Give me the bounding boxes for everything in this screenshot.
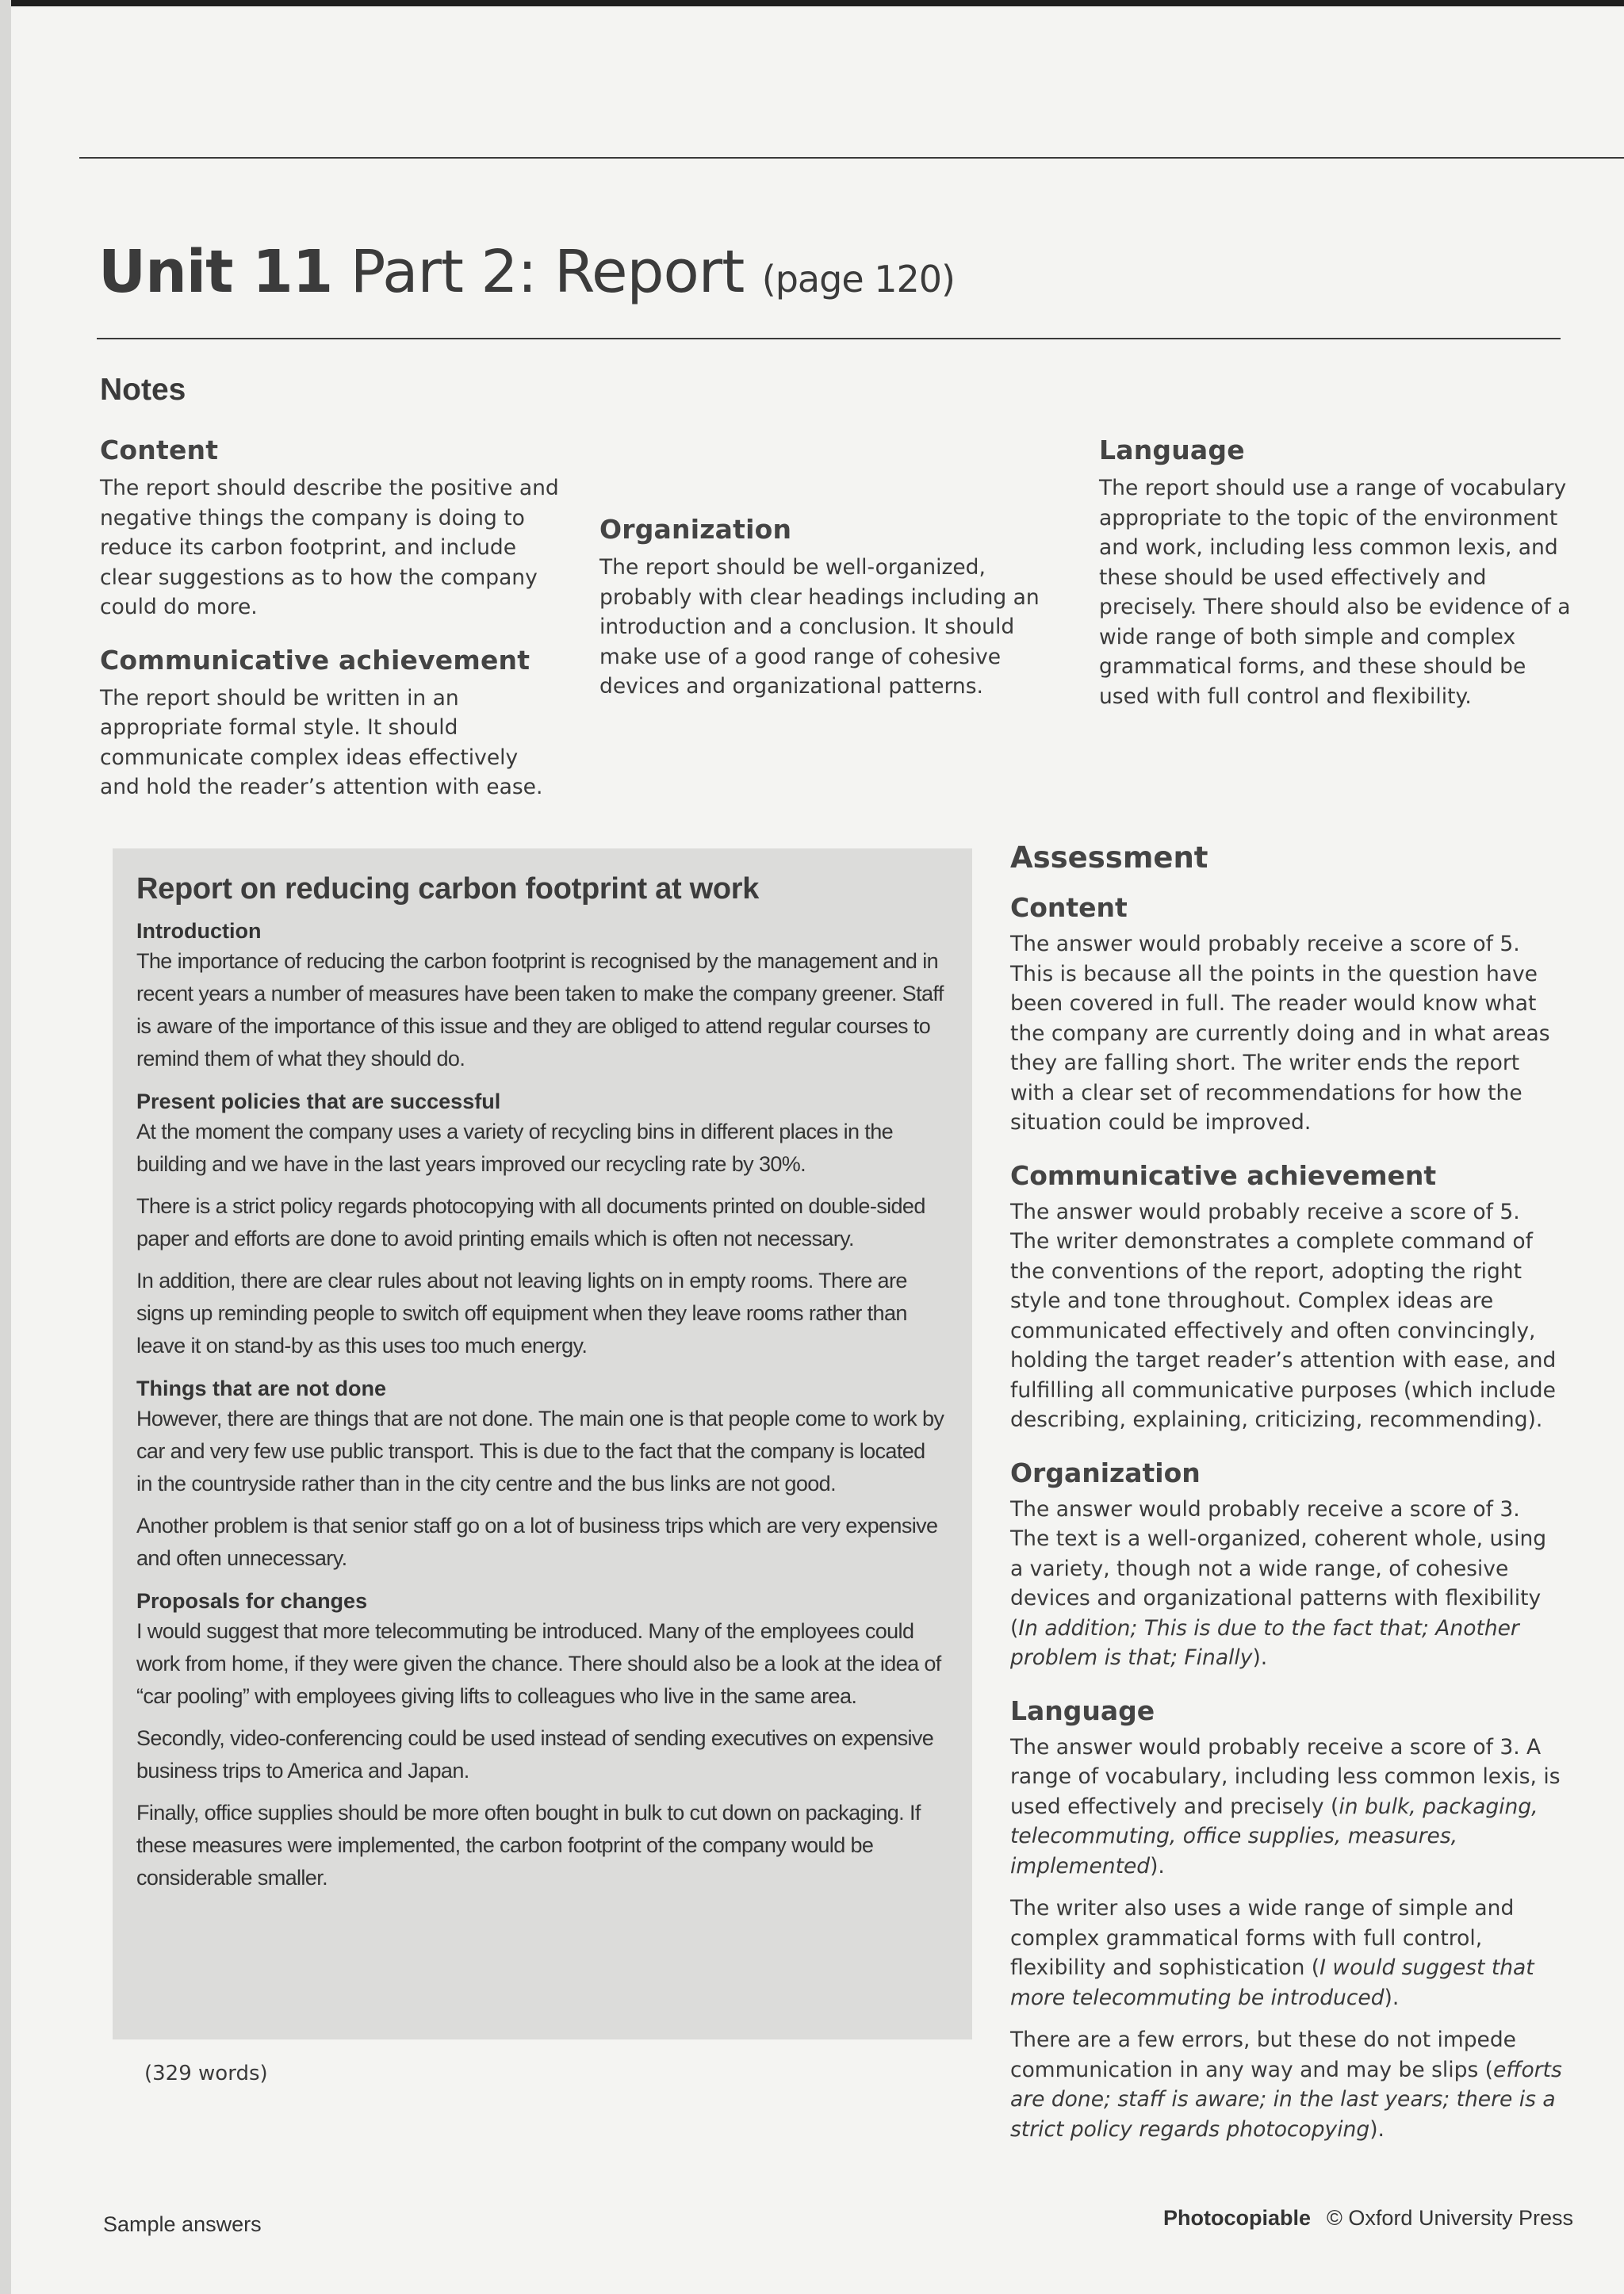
report-section-not-done [136, 1377, 945, 1575]
report-paragraph: I would suggest that more telecommuting be introduced. Many of the employees could work from home, if they were given the chance. There should also be a look at the idea of “car pooling” with employees giving lifts to colleagues who live in the same area. [136, 1619, 941, 1708]
assessment-organization [1010, 1457, 1565, 1673]
report-section-introduction [136, 919, 945, 1075]
assessment-language-text-1: The answer would probably receive a score of 3. A range of vocabulary, including less common lexis, is used effectively and precisely (in bulk, packaging, telecommuting, office supplies, measures, implemented). [1010, 1734, 1561, 1878]
report-paragraph: At the moment the company uses a variety of recycling bins in different places in the building and we have in the last years improved our recycling rate by 30%. [136, 1120, 894, 1176]
notes-column-2 [599, 433, 1067, 724]
publisher-label: © Oxford University Press [1327, 2206, 1573, 2230]
notes-content-title: Content [100, 435, 219, 465]
word-count: (329 words) [144, 2062, 268, 2085]
assessment-heading: Assessment [1010, 841, 1208, 875]
assessment-column [1010, 841, 1565, 2166]
report-section-heading: Introduction [136, 919, 262, 943]
assessment-content [1010, 892, 1565, 1138]
report-paragraph: In addition, there are clear rules about not leaving lights on in empty rooms. There are signs up reminding people to switch off equipment when they leave rooms rather than leave it on stand-by as this uses too much energy. [136, 1269, 907, 1358]
assessment-content-title: Content [1010, 892, 1128, 923]
scan-edge-left [0, 0, 11, 2294]
top-rule [79, 157, 1624, 159]
notes-heading: Notes [100, 373, 186, 407]
assessment-language [1010, 1695, 1565, 2145]
scan-edge-top [0, 0, 1624, 6]
report-paragraph: Another problem is that senior staff go on a lot of business trips which are very expensive and often unnecessary. [136, 1514, 938, 1570]
report-section-proposals [136, 1589, 945, 1894]
report-paragraph: However, there are things that are not done. The main one is that people come to work by car and very few use public transport. This is due to the fact that the company is located in the countryside rather than in the city centre and the bus links are not good. [136, 1407, 944, 1496]
notes-column-1 [100, 435, 560, 825]
report-section-heading: Present policies that are successful [136, 1090, 501, 1113]
sample-report-box [113, 848, 972, 2039]
notes-language-title: Language [1099, 435, 1245, 465]
report-paragraph: Finally, office supplies should be more often bought in bulk to cut down on packaging. If these measures were implemented, the carbon footprint of the company would be considerable smaller. [136, 1801, 921, 1890]
page-title [98, 238, 955, 306]
notes-communicative-title: Communicative achievement [100, 644, 530, 676]
notes-content-text: The report should describe the positive and negative things the company is doing to reduce its carbon footprint, and include clear suggestions as to how the company could do more. [100, 476, 559, 619]
notes-communicative-text: The report should be written in an appropriate formal style. It should communicate complex ideas effectively and hold the reader’s attention with ease. [100, 685, 543, 799]
assessment-organization-title: Organization [1010, 1457, 1201, 1488]
title-rule [97, 338, 1561, 339]
report-paragraph: Secondly, video-conferencing could be used instead of sending executives on expensive business trips to America and Japan. [136, 1726, 934, 1783]
report-section-present-policies [136, 1090, 945, 1362]
assessment-language-title: Language [1010, 1695, 1155, 1726]
footer-copyright [1163, 2206, 1573, 2231]
notes-language-text: The report should use a range of vocabulary appropriate to the topic of the environment and work, including less common lexis, and these should be used effectively and precisely. There should also be evidence of a wide range of both simple and complex grammatical forms, and these should be used with full control and flexibility. [1099, 476, 1571, 709]
part-label: Part 2: Report [350, 238, 745, 306]
footer-sample-answers: Sample answers [103, 2212, 262, 2236]
assessment-language-text-3: There are a few errors, but these do not impede communication in any way and may be slips (efforts are done; staff is aware; in the last years; there is a strict policy regards photocopying). [1010, 2028, 1562, 2142]
assessment-content-text: The answer would probably receive a score of 5. This is because all the points in the question have been covered in full. The reader would know what the company are currently doing and in what areas they are falling short. The writer ends the report with a clear set of recommendations for how the situation could be improved. [1010, 932, 1550, 1135]
assessment-communicative-title: Communicative achievement [1010, 1159, 1437, 1191]
assessment-organization-text: The answer would probably receive a score of 3. The text is a well-organized, coherent whole, using a variety, though not a wide range, of cohesive devices and organizational patterns with flexibility (In addition; This is due to the fact that; Another problem is that; Finally). [1010, 1496, 1547, 1670]
notes-column-3 [1099, 435, 1575, 733]
assessment-communicative-text: The answer would probably receive a score of 5. The writer demonstrates a complete command of the conventions of the report, adopting the right style and tone throughout. Complex ideas are communicated effectively and often convincingly, holding the target reader’s attention with ease, and fulfilling all communicative purposes (which include describing, explaining, criticizing, recommending). [1010, 1199, 1557, 1432]
report-section-heading: Proposals for changes [136, 1589, 368, 1613]
notes-organization-title: Organization [599, 514, 792, 545]
report-section-heading: Things that are not done [136, 1377, 386, 1400]
photocopiable-label: Photocopiable [1163, 2206, 1312, 2230]
assessment-communicative [1010, 1160, 1565, 1435]
report-paragraph: The importance of reducing the carbon footprint is recognised by the management and in recent years a number of measures have been taken to make the company greener. Staff is aware of the importance of this issue and they are obliged to attend regular courses to remind them of what they should do. [136, 949, 944, 1070]
notes-organization-text: The report should be well-organized, probably with clear headings including an introduction and a conclusion. It should make use of a good range of cohesive devices and organizational patterns. [599, 555, 1040, 699]
page-reference: (page 120) [761, 258, 955, 301]
assessment-language-text-2: The writer also uses a wide range of simple and complex grammatical forms with full control, flexibility and sophistication (I would suggest that more telecommuting be introduced). [1010, 1896, 1534, 2010]
report-paragraph: There is a strict policy regards photocopying with all documents printed on double-sided paper and efforts are done to avoid printing emails which is often not necessary. [136, 1194, 925, 1250]
unit-label: Unit 11 [98, 238, 333, 306]
report-title: Report on reducing carbon footprint at work [136, 872, 760, 906]
